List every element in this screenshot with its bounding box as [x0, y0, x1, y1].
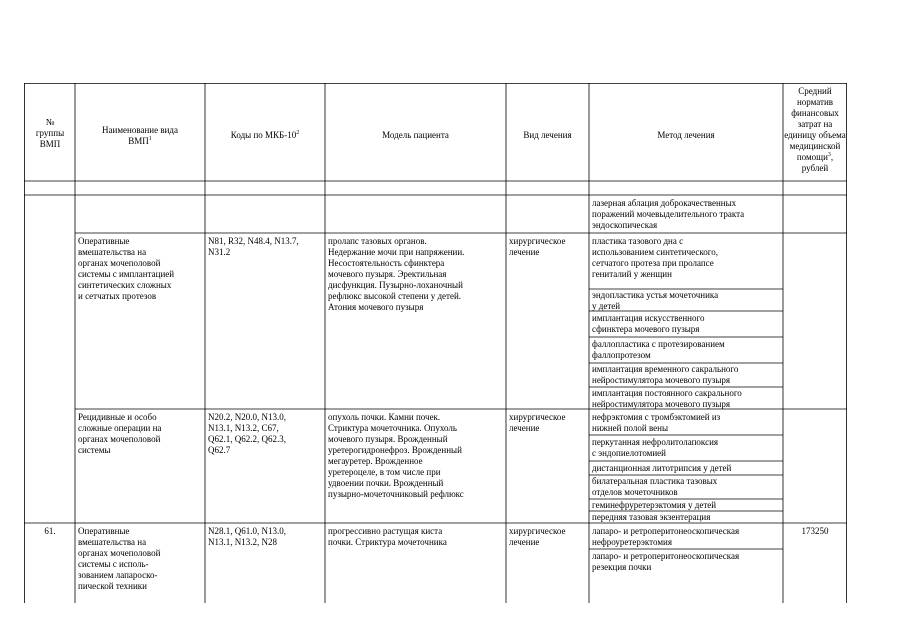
header-treatment-type: Вид лечения: [523, 130, 572, 140]
r3-vmp-name: Оперативные вмешательства на органах мочеполовой системы с исполь- зованием лапароско- пической техники: [78, 526, 161, 591]
r3-method: лапаро- и ретроперитонеоскопическая резекция почки: [592, 551, 740, 572]
r1-method: имплантация постоянного сакрального нейростимулятора мочевого пузыря: [592, 388, 742, 409]
r2-method: билатеральная пластика тазовых отделов мочеточников: [592, 476, 718, 497]
r2-method: передняя тазовая экзентерация: [592, 512, 711, 522]
r2-method: нефрэктомия с тромбэктомией из нижней полой вены: [592, 412, 721, 433]
r2-method: дистанционная литотрипсия у детей: [592, 463, 732, 473]
r2-treatment-type: хирургическое лечение: [509, 412, 566, 433]
r3-icd-codes: N28.1, Q61.0, N13.0, N13.1, N13.2, N28: [208, 526, 286, 547]
header-group-number: № группы ВМП: [35, 117, 65, 149]
r3-method: лапаро- и ретроперитонеоскопическая нефроуретерэктомия: [592, 526, 740, 547]
r3-treatment-type: хирургическое лечение: [509, 526, 566, 547]
header-patient-model: Модель пациента: [382, 130, 449, 140]
r2-method: геминефруретерэктомия у детей: [592, 500, 717, 510]
r1-method: эндопластика устья мочеточника у детей: [592, 290, 719, 311]
r2-method: перкутанная нефролитолапоксия с эндопиелотомией: [592, 437, 719, 458]
r1-treatment-type: хирургическое лечение: [509, 236, 566, 257]
header-icd-codes: Коды по МКБ-$10^2$: [230, 130, 300, 140]
r1-method: пластика тазового дна с использованием синтетического, сетчатого протеза при пролапсе гениталий у женщин: [592, 236, 718, 279]
r3-group-number: 61.: [44, 526, 56, 536]
vmp-table: [24, 83, 847, 603]
r1-patient-model: пролапс тазовых органов. Недержание мочи при напряжении. Несостоятельность сфинктера мочевого пузыря. Эректильная дисфункция. Пузырно-лоханочный рефлюкс высокой степени у детей. Атония мочевого пузыря: [328, 236, 465, 312]
r1-method: фаллопластика с протезированием фаллопротезом: [592, 339, 725, 360]
r2-icd-codes: N20.2, N20.0, N13.0, N13.1, N13.2, C67, Q62.1, Q62.2, Q62.3, Q62.7: [208, 412, 286, 455]
r1-vmp-name: Оперативные вмешательства на органах мочеполовой системы с имплантацией синтетических сложных и сетчатых протезов: [78, 236, 175, 301]
r3-patient-model: прогрессивно растущая киста почки. Стриктура мочеточника: [328, 526, 447, 547]
r2-patient-model: опухоль почки. Камни почек. Стриктура мочеточника. Опухоль мочевого пузыря. Врожденный уретерогидронефроз. Врожденный мегауретер. Врожденное уретероцеле, в том числе при удвоении почки. Врожденный пузырно-мочеточниковый рефлюкс: [328, 412, 464, 499]
header-avg-cost: Средний норматив финансовых затрат на единицу объема медицинской помощи$^3$, рублей: [784, 86, 846, 173]
header-vmp-name: Наименование вида ВМП$^1$: [102, 125, 178, 146]
r1-method: имплантация искусственного сфинктера мочевого пузыря: [592, 313, 705, 334]
method-laser-ablation: лазерная аблация доброкачественных поражений мочевыделительного тракта эндоскопическая: [592, 198, 745, 230]
header-treatment-method: Метод лечения: [657, 130, 715, 140]
r1-icd-codes: N81, R32, N48.4, N13.7, N31.2: [208, 236, 299, 257]
r3-avg-cost: 173250: [801, 526, 829, 536]
r2-vmp-name: Рецидивные и особо сложные операции на органах мочеполовой системы: [78, 412, 162, 455]
r1-method: имплантация временного сакрального нейростимулятора мочевого пузыря: [592, 364, 739, 385]
